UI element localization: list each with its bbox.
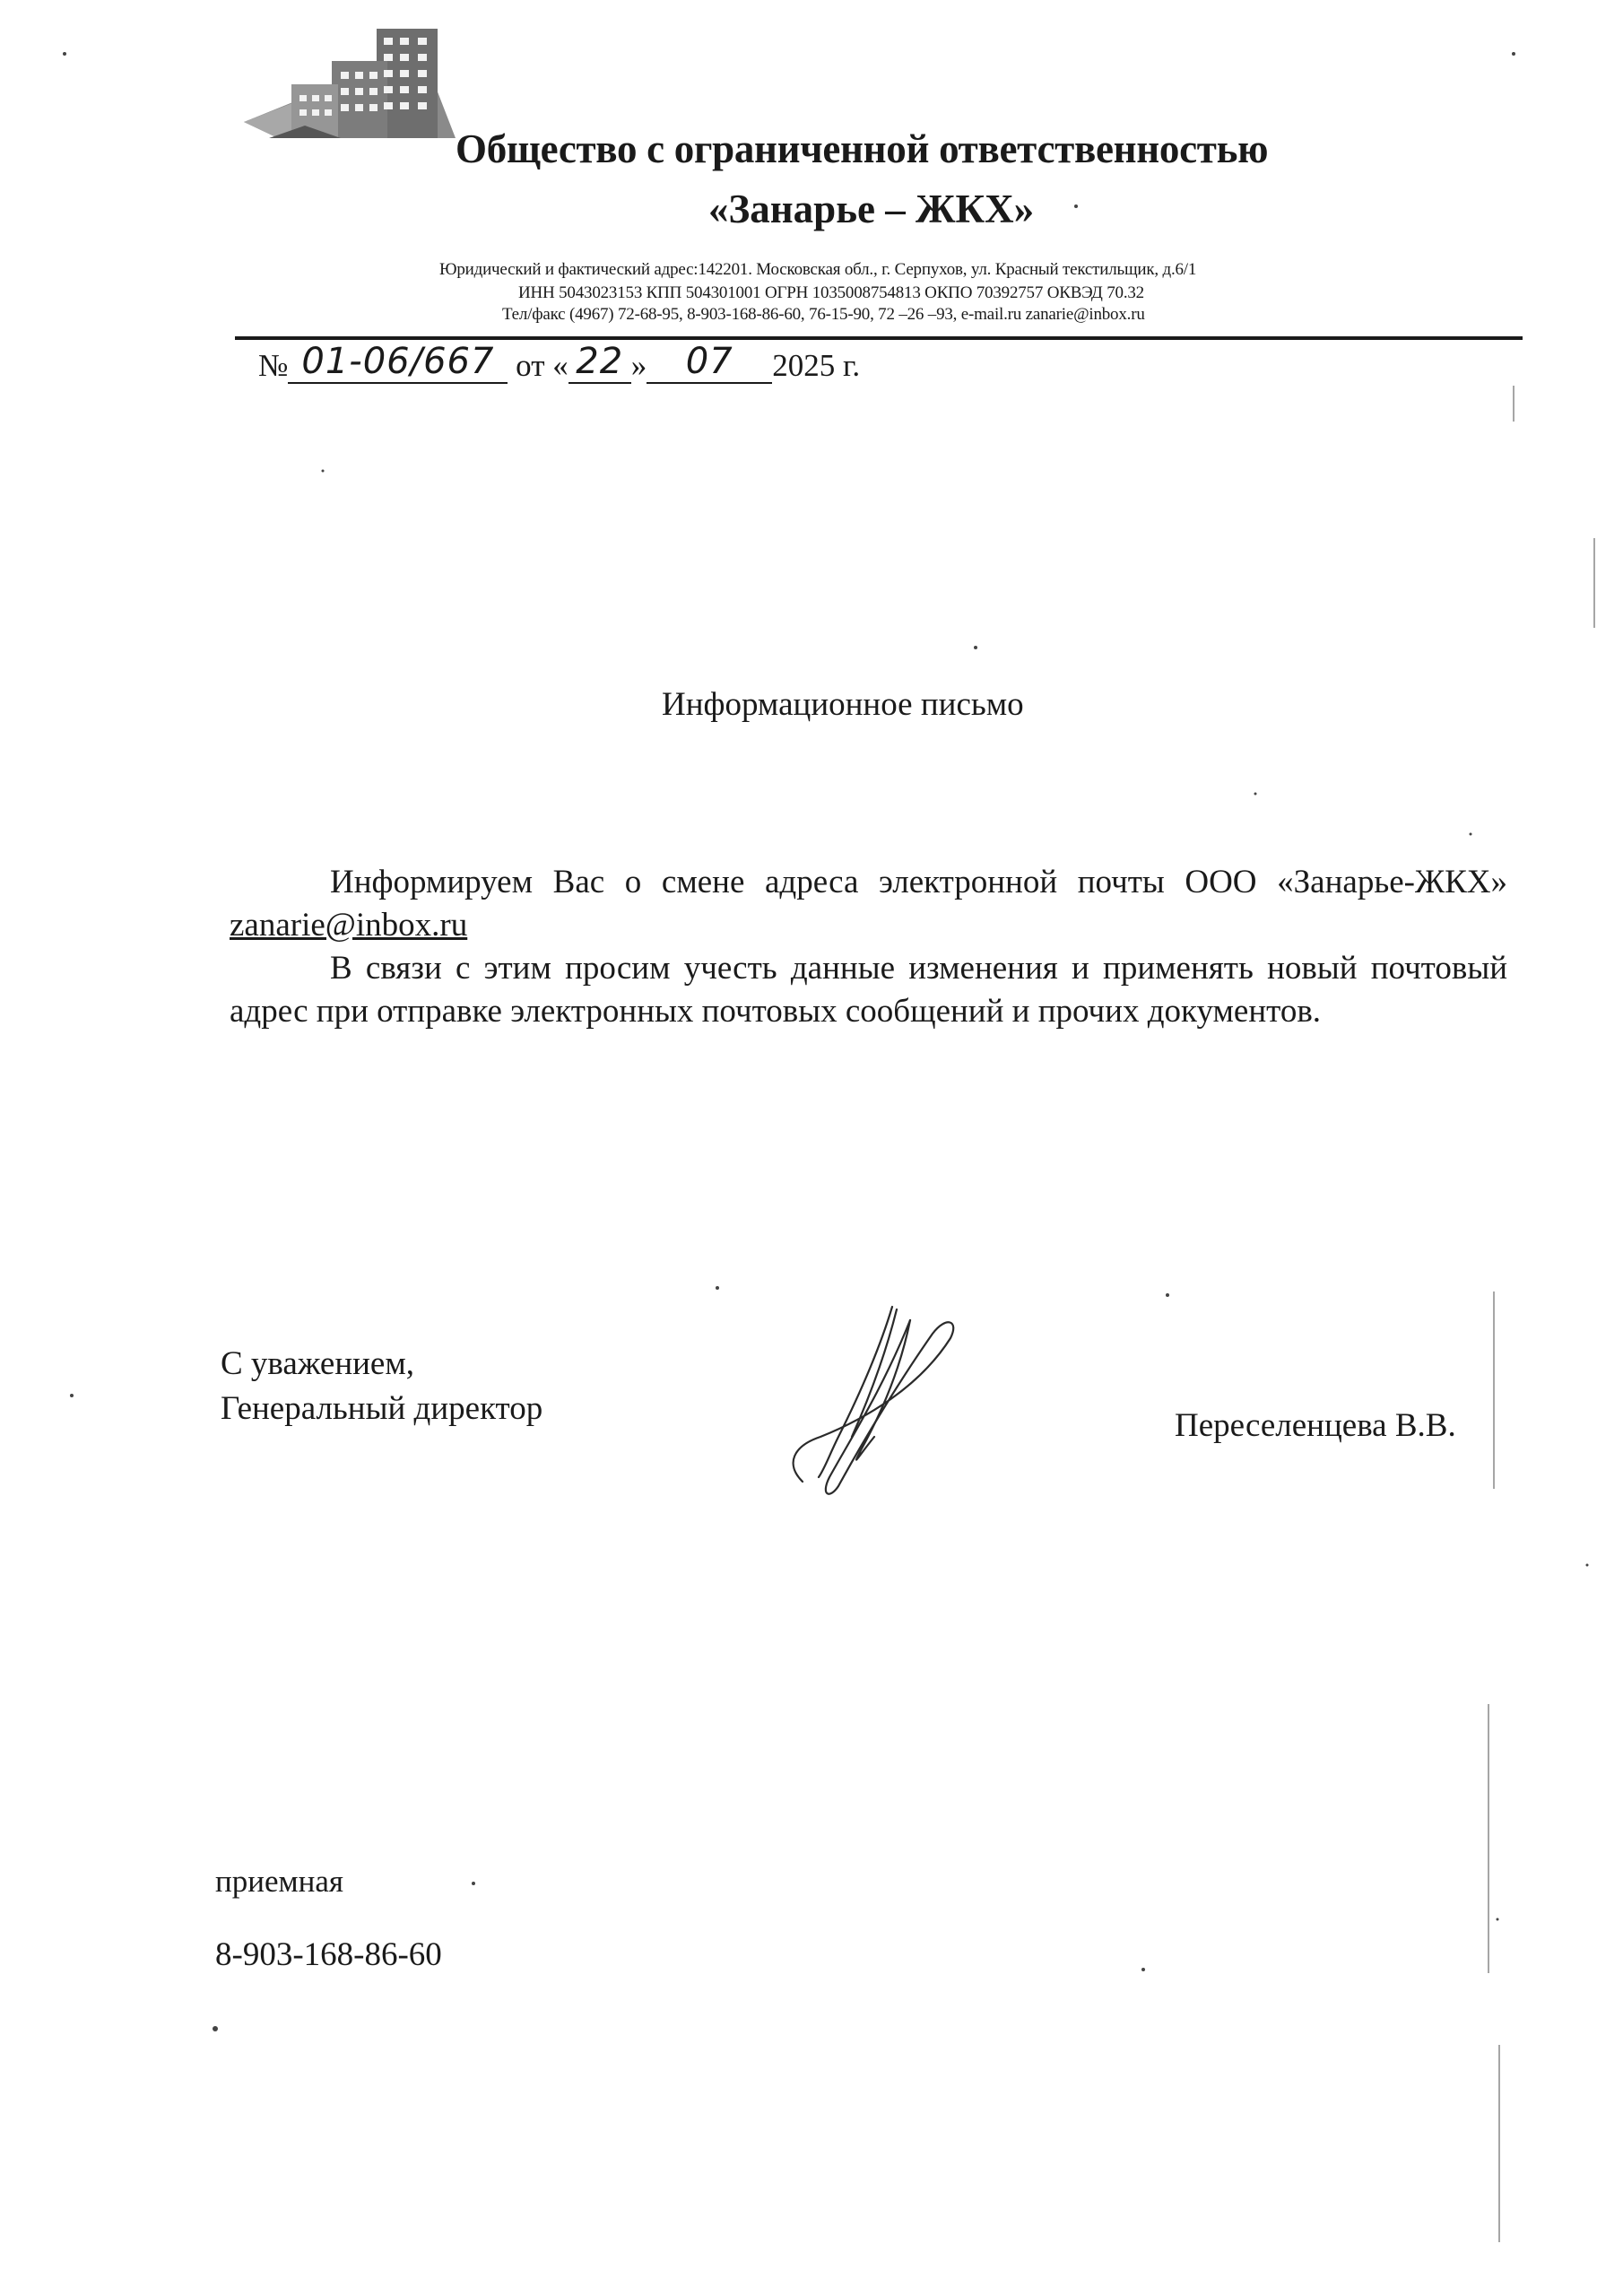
date-from-label: от « <box>516 348 568 383</box>
company-contacts: Тел/факс (4967) 72-68-95, 8-903-168-86-60, 76-15-90, 72 –26 –93, e-mail.ru zanarie@inbox.ru <box>502 305 1145 324</box>
signer-position: Генеральный директор <box>221 1390 543 1427</box>
reception-label: приемная <box>215 1864 344 1899</box>
body-paragraph-1-text: Информируем Вас о смене адреса электронной почты ООО «Занарье-ЖКХ» <box>330 864 1507 900</box>
number-sign: № <box>258 348 289 383</box>
body-paragraph-2: В связи с этим просим учесть данные изменения и применять новый почтовый адрес при отправке электронных почтовых сообщений и прочих документов. <box>230 950 1507 1030</box>
document-reference <box>258 343 860 384</box>
closing-block <box>221 1342 542 1431</box>
reception-phone: 8-903-168-86-60 <box>215 1936 442 1973</box>
company-name-line1: Общество с ограниченной ответственностью <box>456 126 1269 171</box>
date-quote-close: » <box>630 348 647 383</box>
handwritten-signature <box>767 1302 982 1509</box>
email-link[interactable]: zanarie@inbox.ru <box>230 907 468 944</box>
date-month: 07 <box>685 341 733 382</box>
date-day: 22 <box>576 341 624 382</box>
signer-name: Переселенцева В.В. <box>1175 1407 1456 1444</box>
document-number: 01-06/667 <box>301 341 495 382</box>
company-name-line2: «Занарье – ЖКХ» <box>708 187 1035 231</box>
company-logo <box>242 23 457 149</box>
closing-phrase: С уважением, <box>221 1345 415 1382</box>
company-address: Юридический и фактический адрес:142201. Московская обл., г. Серпухов, ул. Красный текстильщик, д.6/1 <box>439 260 1197 279</box>
company-registration-codes: ИНН 5043023153 КПП 504301001 ОГРН 1035008754813 ОКПО 70392757 ОКВЭД 70.32 <box>518 283 1144 302</box>
body-paragraph-1 <box>230 861 1507 947</box>
document-title: Информационное письмо <box>662 686 1024 723</box>
letterhead-divider <box>235 336 1523 340</box>
date-year: 2025 г. <box>772 348 861 383</box>
